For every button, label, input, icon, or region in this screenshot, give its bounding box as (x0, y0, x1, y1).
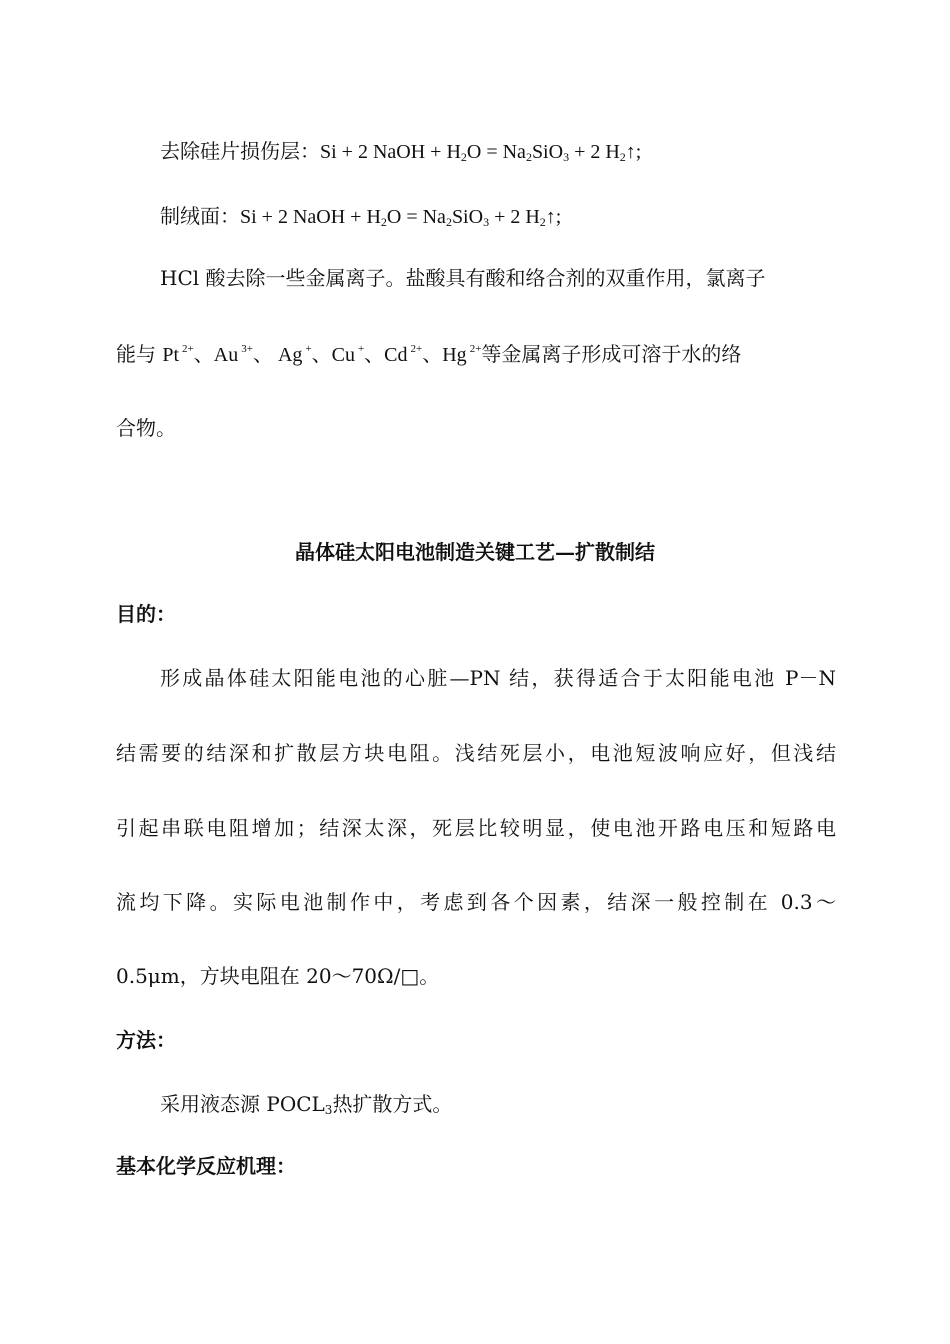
ion-symbol: Pt (162, 344, 180, 366)
ion-separator: 、 (311, 344, 332, 366)
section-title: 晶体硅太阳电池制造关键工艺—扩散制结 (295, 540, 655, 564)
eq-part: Si + 2 NaOH + H (240, 206, 381, 228)
subscript: 2 (539, 215, 546, 229)
ion-list (162, 344, 481, 366)
eq-part: O = Na (386, 206, 446, 228)
eq-part: SiO (531, 141, 564, 163)
ion-charge: 2+ (410, 343, 423, 355)
ion-separator: 、 (422, 344, 443, 366)
subscript: 2 (525, 150, 532, 164)
mechanism-heading: 基本化学反应机理： (116, 1154, 296, 1178)
eq-part: SiO (451, 206, 484, 228)
ion-charge: + (357, 343, 365, 355)
equation (240, 206, 561, 228)
ion-symbol: Hg (442, 344, 467, 366)
subscript: 2 (380, 215, 387, 229)
eq-part: ↑; (625, 141, 642, 163)
ion-symbol: Cu (331, 344, 355, 366)
purpose-line-3: 引起串联电阻增加；结深太深，死层比较明显，使电池开路电压和短路电 (116, 816, 836, 840)
text: 热扩散方式。 (332, 1092, 453, 1116)
ion-charge: + (305, 343, 312, 355)
paragraph-remove-damage-layer (160, 137, 880, 166)
eq-part: ↑; (545, 206, 562, 228)
purpose-line-2: 结需要的结深和扩散层方块电阻。浅结死层小，电池短波响应好，但浅结 (116, 741, 836, 765)
method-text (160, 1090, 880, 1118)
equation (320, 141, 641, 163)
subscript: 2 (460, 150, 467, 164)
ion-symbol: Au (213, 344, 239, 366)
eq-part: Si + 2 NaOH + H (320, 141, 461, 163)
eq-part: + 2 H (489, 206, 540, 228)
subscript: 2 (619, 150, 626, 164)
ion-charge: 3+ (241, 343, 253, 355)
paragraph-hcl-line3: 合物。 (116, 416, 176, 440)
purpose-heading: 目的： (116, 602, 176, 626)
text: 采用液态源 POCL (160, 1092, 325, 1116)
eq-part: O = Na (466, 141, 526, 163)
purpose-line-5: 0.5μm，方块电阻在 20～70Ω/□。 (116, 964, 440, 988)
ion-charge: 2+ (182, 343, 194, 355)
ion-symbol: Cd (384, 344, 408, 366)
ion-separator: 、 (193, 344, 214, 366)
text: 等金属离子形成可溶于水的络 (481, 342, 742, 366)
label: 制绒面： (160, 204, 240, 228)
paragraph-hcl-line2 (116, 340, 836, 369)
subscript: 3 (483, 215, 490, 229)
ion-charge: 2+ (469, 343, 482, 355)
purpose-line-4: 流均下降。实际电池制作中，考虑到各个因素，结深一般控制在 0.3～ (116, 890, 836, 914)
text: 能与 (116, 342, 163, 366)
paragraph-texturing (160, 202, 880, 231)
ion-symbol: Ag (277, 344, 303, 366)
eq-part: + 2 H (569, 141, 620, 163)
paragraph-hcl-line1: HCl 酸去除一些金属离子。盐酸具有酸和络合剂的双重作用，氯离子 (160, 266, 766, 290)
ion-separator: 、 (252, 344, 278, 366)
subscript: 3 (563, 150, 570, 164)
subscript: 2 (445, 215, 452, 229)
label: 去除硅片损伤层： (160, 139, 320, 163)
ion-separator: 、 (364, 344, 385, 366)
purpose-line-1: 形成晶体硅太阳能电池的心脏—PN 结，获得适合于太阳能电池 P－N (160, 666, 836, 690)
subscript: 3 (324, 1103, 333, 1117)
method-heading: 方法： (116, 1028, 176, 1052)
